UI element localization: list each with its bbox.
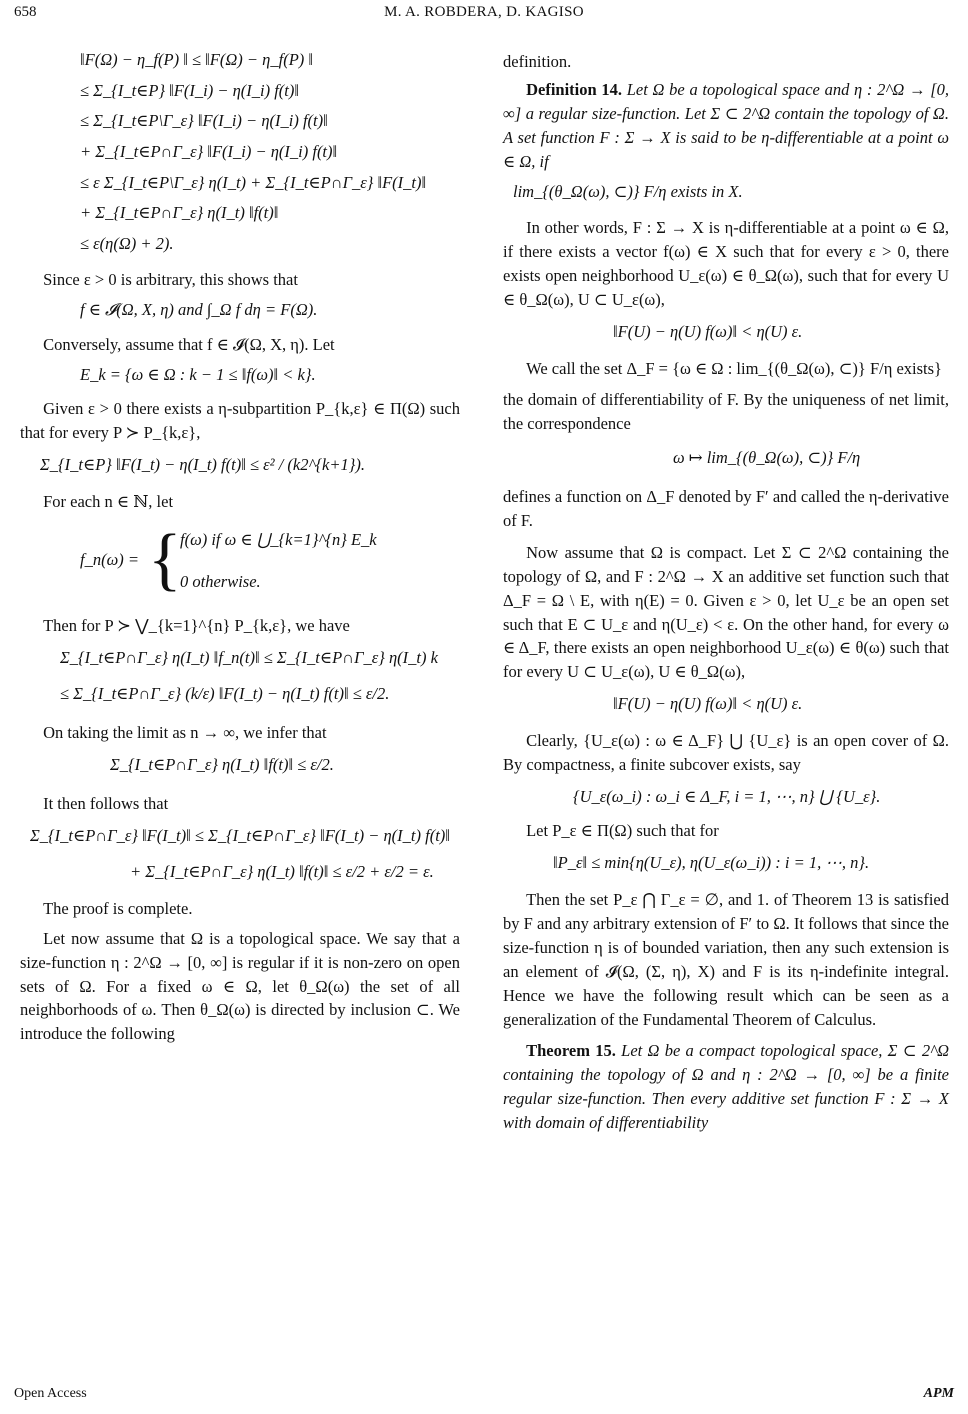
regular-paragraph: Let now assume that Ω is a topological space. We say that a size-function η : 2^Ω → [0, ∞] is regular if it is non-zero on open sets of Ω. For a fixed ω ∈ Ω, let θ_Ω(ω) the set of all neighborhoods of ω. Then θ_Ω(ω) is directed by inclusion ⊂. We introduce the following <box>20 928 460 1044</box>
chain-line-1: ‖F(Ω) − η_f(P) ‖ ≤ ‖F(Ω) − η_f(P) ‖ <box>80 50 314 69</box>
then-for-paragraph: Then for P ≻ ⋁_{k=1}^{n} P_{k,ε}, we have <box>43 615 350 635</box>
inequality-1: Σ_{I_t∈P∩Γ_ε} η(I_t) ‖f_n(t)‖ ≤ Σ_{I_t∈P∩Γ_ε} η(I_t) k <box>60 647 438 667</box>
conversely-paragraph: Conversely, assume that f ∈ 𝓘(Ω, X, η). Let <box>43 334 335 354</box>
defines-paragraph: defines a function on Δ_F denoted by F′ and called the η-derivative of F. <box>503 486 949 530</box>
let-p-paragraph: Let P_ε ∈ Π(Ω) such that for <box>526 821 719 841</box>
fn-case-2: 0 otherwise. <box>180 571 261 591</box>
clearly-paragraph: Clearly, {U_ε(ω) : ω ∈ Δ_F} ⋃ {U_ε} is an open cover of Ω. By compactness, a finite subcover exists, say <box>503 730 949 774</box>
limit-equation: Σ_{I_t∈P∩Γ_ε} η(I_t) ‖f(t)‖ ≤ ε/2. <box>110 754 334 774</box>
chain-line-2: ≤ Σ_{I_t∈P} ‖F(I_i) − η(I_i) f(t)‖ <box>80 80 300 100</box>
right-column <box>503 50 949 1135</box>
theorem-15-text: Let Ω be a compact topological space, Σ ⊂ 2^Ω containing the topology of Ω and η : 2^Ω → [0, ∞] be a finite regular size-function. Then every additive set function F : Σ → X with domain of differentiability <box>503 1041 949 1133</box>
subpartition-sum-equation: Σ_{I_t∈P} ‖F(I_t) − η(I_t) f(t)‖ ≤ ε² / (k2^{k+1}). <box>40 455 365 475</box>
page-header <box>14 4 954 30</box>
definition-14-label: Definition 14. <box>526 79 623 99</box>
foreach-paragraph: For each n ∈ ℕ, let <box>43 491 174 511</box>
chain-line-5: ≤ ε Σ_{I_t∈P\Γ_ε} η(I_t) + Σ_{I_t∈P∩Γ_ε} ‖F(I_t)‖ <box>80 172 427 192</box>
page-footer <box>14 1386 954 1406</box>
other-words-paragraph: In other words, F : Σ → X is η-differentiable at a point ω ∈ Ω, if there exists a vector f(ω) ∈ X such that for every ε > 0, there exists open neighborhood U_ε(ω) ∈ θ_Ω(ω), such that for every U ∈ θ_Ω(ω), U ⊂ U_ε(ω), <box>503 218 949 309</box>
proof-complete: The proof is complete. <box>43 898 193 918</box>
definition-continued: definition. <box>503 52 572 71</box>
theorem-15-label: Theorem 15. <box>526 1041 616 1061</box>
final-inequality-1: Σ_{I_t∈P∩Γ_ε} ‖F(I_t)‖ ≤ Σ_{I_t∈P∩Γ_ε} ‖F(I_t) − η(I_t) f(t)‖ <box>30 825 450 845</box>
cover-equation: {U_ε(ω_i) : ω_i ∈ Δ_F, i = 1, ⋯, n} ⋃ {U_ε}. <box>573 786 881 806</box>
inequality-2: ≤ Σ_{I_t∈P∩Γ_ε} (k/ε) ‖F(I_t) − η(I_t) f(t)‖ ≤ ε/2. <box>60 684 390 704</box>
fn-definition <box>20 520 460 604</box>
left-column <box>20 50 460 1046</box>
follows-paragraph: It then follows that <box>43 793 169 813</box>
then-set-paragraph: Then the set P_ε ⋂ Γ_ε = ∅, and 1. of Theorem 13 is satisfied by F and any arbitrary extension of F′ to Ω. It follows that since the size-function η is of bounded variation, then any such extension is an element of 𝓘(Ω, (Σ, η), X) and F is its η-indefinite integral. Hence we have the following result which can be seen as a generalization of the Fundamental Theorem of Calculus. <box>503 889 949 1029</box>
since-paragraph: Since ε > 0 is arbitrary, this shows that <box>43 270 298 290</box>
definition-14 <box>503 78 949 174</box>
partition-norm-equation: ‖P_ε‖ ≤ min{η(U_ε), η(U_ε(ω_i)) : i = 1, ⋯, n}. <box>553 853 870 873</box>
inequality-chain <box>20 50 460 254</box>
limit-paragraph: On taking the limit as n → ∞, we infer that <box>43 723 327 743</box>
since-equation: f ∈ 𝓘(Ω, X, η) and ∫_Ω f dη = F(Ω). <box>80 300 318 320</box>
page-number: 658 <box>14 4 37 20</box>
chain-line-6: + Σ_{I_t∈P∩Γ_ε} η(I_t) ‖f(t)‖ <box>80 203 279 223</box>
definition-14-text: Let Ω be a topological space and η : 2^Ω → [0, ∞] a regular size-function. Let Σ ⊂ 2^Ω contain the topology of Ω. A set function F : Σ → X is said to be η-differentiable at a point ω ∈ Ω, if <box>503 79 949 171</box>
given-paragraph: Given ε > 0 there exists a η-subpartition P_{k,ε} ∈ Π(Ω) such that for every P ≻ P_{k,ε}, <box>20 399 460 443</box>
left-brace: { <box>148 520 182 598</box>
other-words-equation: ‖F(U) − η(U) f(ω)‖ < η(U) ε. <box>613 321 803 341</box>
chain-line-3: ≤ Σ_{I_t∈P\Γ_ε} ‖F(I_i) − η(I_i) f(t)‖ <box>80 111 328 131</box>
domain-paragraph: the domain of differentiability of F. By the uniqueness of net limit, the correspondence <box>503 390 949 434</box>
final-inequality-2: + Σ_{I_t∈P∩Γ_ε} η(I_t) ‖f(t)‖ ≤ ε/2 + ε/2 = ε. <box>130 862 434 882</box>
journal-abbrev: APM <box>923 1386 954 1401</box>
running-head-authors: M. A. ROBDERA, D. KAGISO <box>384 4 584 20</box>
correspondence-equation: ω ↦ lim_{(θ_Ω(ω), ⊂)} F/η <box>673 448 861 468</box>
compact-paragraph: Now assume that Ω is compact. Let Σ ⊂ 2^Ω containing the topology of Ω, and F : 2^Ω → X an additive set function such that Δ_F = Ω \ E, with η(E) = 0. Given ε > 0, let U_ε be an open set such that E ⊂ U_ε and η(U_ε) < ε. On the other hand, for every ω ∈ Δ_F, there exists an open neighborhood U_ε(ω) ∈ θ(ω) such that for every U ⊂ U_ε(ω), U ∈ θ_Ω(ω), <box>503 542 949 682</box>
ek-equation: E_k = {ω ∈ Ω : k − 1 ≤ ‖f(ω)‖ < k}. <box>80 364 316 384</box>
fn-case-1: f(ω) if ω ∈ ⋃_{k=1}^{n} E_k <box>180 529 377 549</box>
chain-line-7: ≤ ε(η(Ω) + 2). <box>80 233 174 253</box>
compact-equation: ‖F(U) − η(U) f(ω)‖ < η(U) ε. <box>613 694 803 714</box>
definition-14-limit: lim_{(θ_Ω(ω), ⊂)} F/η exists in X. <box>513 181 743 201</box>
theorem-15 <box>503 1039 949 1135</box>
fn-lhs: f_n(ω) = <box>80 549 139 569</box>
open-access-label: Open Access <box>14 1386 87 1401</box>
call-set-paragraph: We call the set Δ_F = {ω ∈ Ω : lim_{(θ_Ω(ω), ⊂)} F/η exists} <box>526 358 942 378</box>
chain-line-4: + Σ_{I_t∈P∩Γ_ε} ‖F(I_i) − η(I_i) f(t)‖ <box>80 141 338 161</box>
